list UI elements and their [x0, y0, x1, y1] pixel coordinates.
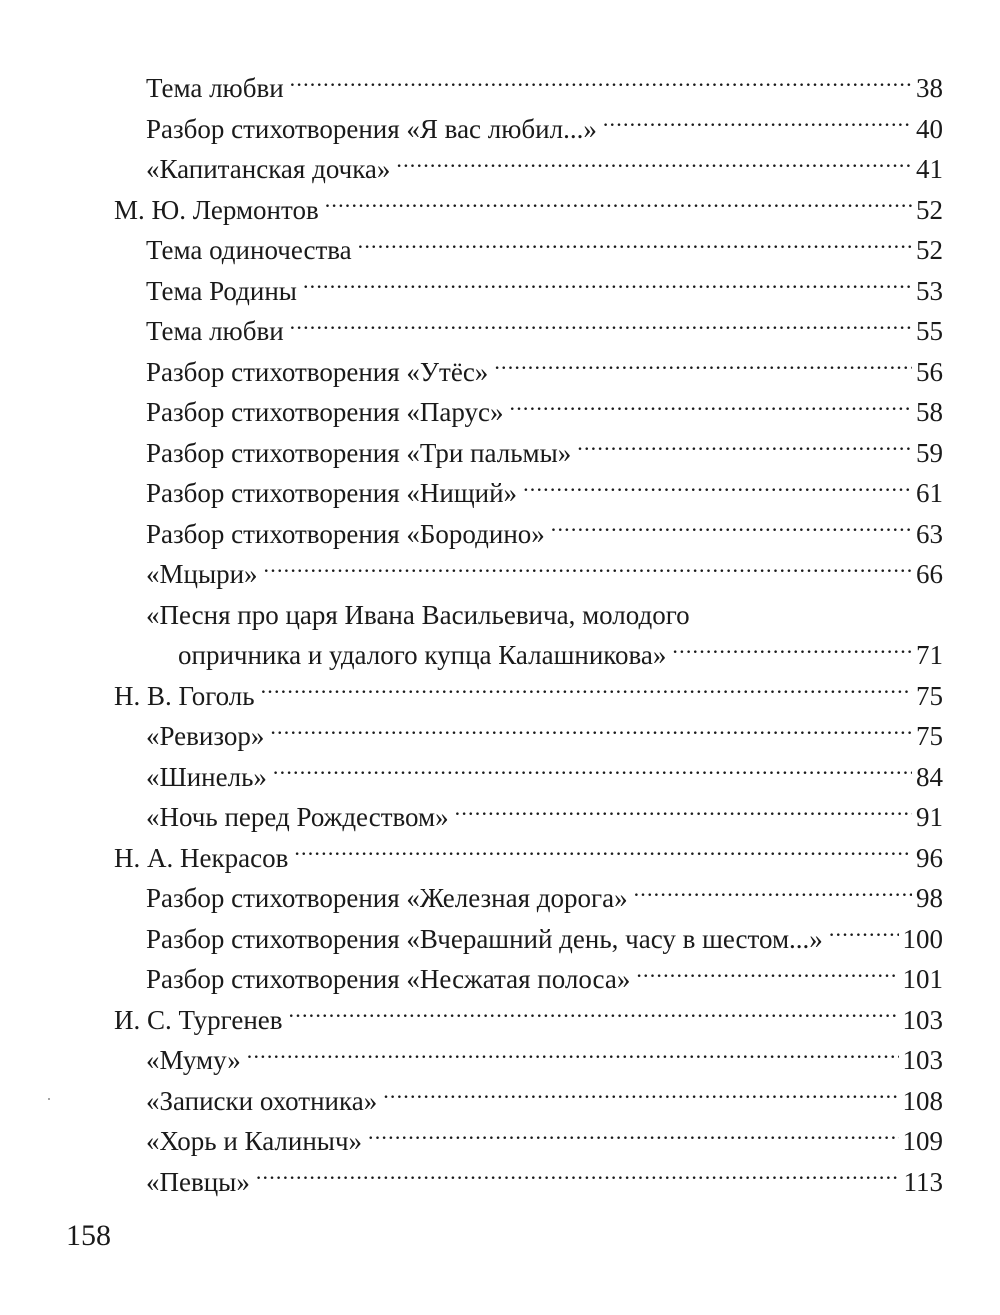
dot-leader — [289, 1002, 899, 1029]
toc-entry-title: Разбор стихотворения «Несжатая полоса» — [146, 964, 631, 994]
dot-leader — [247, 1042, 899, 1069]
toc-entry-page: 55 — [916, 316, 943, 346]
toc-entry-title: Разбор стихотворения «Парус» — [146, 397, 504, 427]
toc-entry-title: Тема Родины — [146, 275, 297, 306]
dot-leader — [358, 232, 912, 259]
toc-entry — [114, 1121, 943, 1162]
dot-leader — [368, 1123, 898, 1150]
toc-section — [114, 838, 943, 879]
toc-entry-title: «Муму» — [146, 1045, 241, 1075]
dot-leader — [383, 1083, 898, 1110]
toc-entry — [114, 757, 943, 798]
toc-entry-page: 58 — [916, 397, 943, 427]
toc-entry-page: 101 — [902, 964, 943, 994]
toc-entry — [114, 392, 943, 433]
toc-entry-title: «Певцы» — [146, 1166, 250, 1197]
toc-entry — [114, 1162, 943, 1203]
toc-entry-page: 59 — [916, 437, 943, 468]
dot-leader — [256, 1164, 900, 1191]
dot-leader — [303, 273, 912, 300]
toc-section-title: И. С. Тургенев — [114, 1004, 283, 1035]
toc-entry-page: 91 — [916, 802, 943, 832]
toc-section-title: М. Ю. Лермонтов — [114, 194, 319, 225]
table-of-contents — [114, 68, 943, 1202]
toc-entry — [114, 1081, 943, 1122]
toc-entry-page: 98 — [916, 883, 943, 913]
toc-entry-continuation — [114, 635, 943, 676]
toc-entry — [114, 514, 943, 555]
toc-entry-title: «Ночь перед Рождеством» — [146, 802, 449, 832]
dot-leader — [523, 475, 912, 502]
toc-entry-title: «Хорь и Калиныч» — [146, 1126, 363, 1156]
toc-entry-page: 66 — [916, 559, 943, 589]
dot-leader — [636, 961, 898, 988]
dot-leader — [634, 880, 912, 907]
toc-entry-page: 100 — [902, 923, 943, 954]
toc-entry-page: 113 — [903, 1166, 943, 1197]
dot-leader — [577, 435, 912, 462]
toc-entry — [114, 473, 943, 514]
toc-entry-title: Тема любви — [146, 316, 284, 346]
toc-entry-page: 38 — [916, 73, 943, 103]
toc-entry-page: 52 — [916, 235, 943, 265]
toc-entry-title: Разбор стихотворения «Три пальмы» — [146, 437, 572, 468]
dot-leader — [551, 516, 912, 543]
toc-section-title: Н. А. Некрасов — [114, 842, 289, 873]
dot-leader — [270, 718, 912, 745]
toc-entry-title: «Записки охотника» — [146, 1085, 378, 1116]
toc-entry-page: 71 — [916, 640, 943, 670]
toc-entry-page: 41 — [916, 154, 943, 184]
toc-entry-page: 63 — [916, 518, 943, 549]
toc-entry-title: «Ревизор» — [146, 721, 265, 751]
toc-entry-page: 75 — [916, 680, 943, 711]
toc-entry-page: 96 — [916, 842, 943, 873]
toc-entry-page: 103 — [902, 1004, 943, 1035]
toc-entry — [114, 149, 943, 190]
toc-entry-page: 61 — [916, 478, 943, 508]
toc-entry — [114, 230, 943, 271]
toc-entry-first-line — [114, 595, 943, 636]
toc-entry — [114, 878, 943, 919]
dot-leader — [455, 799, 912, 826]
toc-entry — [114, 68, 943, 109]
toc-entry-page: 108 — [902, 1085, 943, 1116]
toc-entry — [114, 554, 943, 595]
toc-entry — [114, 1040, 943, 1081]
toc-entry — [114, 311, 943, 352]
toc-entry-title-continuation: опричника и удалого купца Калашникова» — [178, 640, 667, 670]
toc-entry-title: «Капитанская дочка» — [146, 154, 391, 184]
dot-leader — [290, 70, 912, 97]
dot-leader — [829, 921, 899, 948]
toc-entry-title: Разбор стихотворения «Утёс» — [146, 356, 489, 387]
dot-leader — [325, 192, 912, 219]
toc-entry — [114, 716, 943, 757]
toc-entry-title: Разбор стихотворения «Я вас любил...» — [146, 113, 597, 144]
toc-entry — [114, 352, 943, 393]
toc-entry-page: 52 — [916, 194, 943, 225]
dot-leader — [290, 313, 912, 340]
dot-leader — [396, 151, 912, 178]
dot-leader — [294, 840, 912, 867]
toc-entry-title: «Шинель» — [146, 761, 267, 792]
toc-entry-page: 84 — [916, 761, 943, 792]
dot-leader — [273, 759, 912, 786]
dot-leader — [672, 637, 912, 664]
dot-leader — [261, 678, 912, 705]
dot-leader — [603, 111, 912, 138]
toc-entry-page: 40 — [916, 113, 943, 144]
toc-section — [114, 1000, 943, 1041]
toc-entry-title: «Мцыри» — [146, 559, 258, 589]
toc-entry — [114, 797, 943, 838]
dot-leader — [510, 394, 912, 421]
page-number: 158 — [66, 1219, 111, 1252]
toc-entry — [114, 919, 943, 960]
dot-leader — [494, 354, 912, 381]
toc-entry-title: Разбор стихотворения «Железная дорога» — [146, 883, 628, 913]
toc-section-title: Н. В. Гоголь — [114, 680, 255, 711]
print-speck — [48, 1098, 50, 1100]
toc-entry-page: 103 — [902, 1045, 943, 1075]
toc-entry-title: Тема любви — [146, 73, 284, 103]
toc-entry-title: «Песня про царя Ивана Васильевича, молодого — [146, 599, 690, 630]
toc-entry-title: Разбор стихотворения «Нищий» — [146, 478, 518, 508]
toc-section — [114, 190, 943, 231]
toc-entry — [114, 959, 943, 1000]
toc-section — [114, 676, 943, 717]
toc-entry-title: Тема одиночества — [146, 235, 352, 265]
toc-entry — [114, 433, 943, 474]
toc-entry-page: 75 — [916, 721, 943, 751]
toc-entry-title: Разбор стихотворения «Бородино» — [146, 518, 545, 549]
toc-entry-page: 109 — [902, 1126, 943, 1156]
toc-entry-page: 56 — [916, 356, 943, 387]
toc-entry — [114, 109, 943, 150]
toc-entry-page: 53 — [916, 275, 943, 306]
toc-entry — [114, 271, 943, 312]
dot-leader — [264, 556, 912, 583]
toc-entry-title: Разбор стихотворения «Вчерашний день, часу в шестом...» — [146, 923, 823, 954]
